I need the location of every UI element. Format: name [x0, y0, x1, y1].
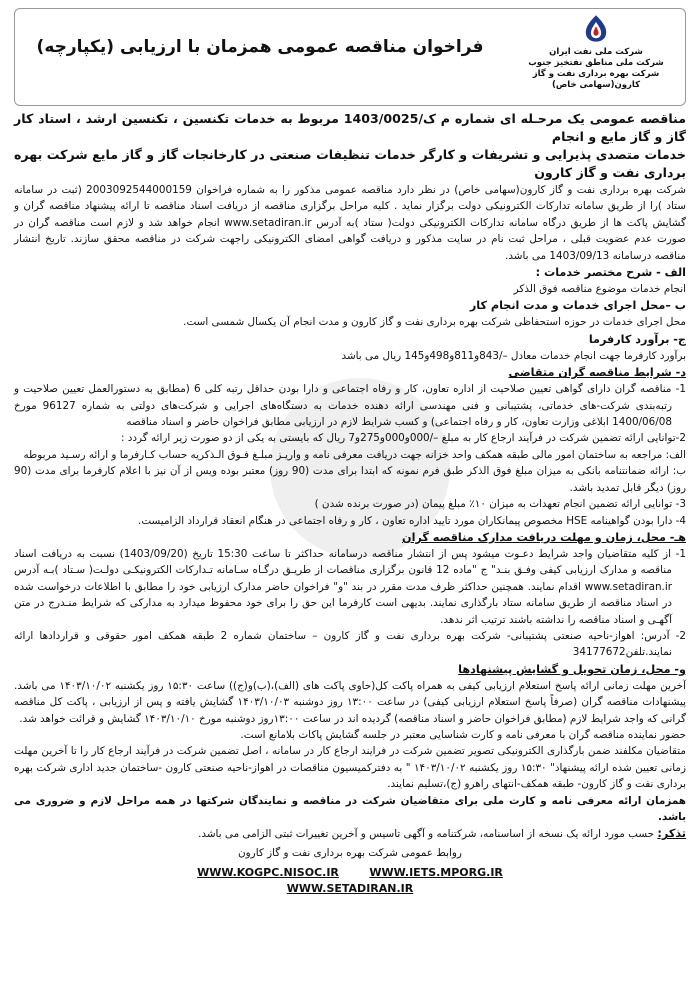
- note-text: حسب مورد ارائه یک نسخه از اساسنامه، شرکتنامه و آگهی تاسیس و آخرین تغییرات ثبتی الزامی می باشد.: [198, 828, 655, 841]
- footer-public-relations: روابط عمومی شرکت بهره برداری نفت و گاز کارون: [238, 846, 462, 859]
- section-alef-text: انجام خدمات موضوع مناقصه فوق الذکر: [513, 283, 686, 296]
- note: [14, 825, 686, 842]
- section-vav-title: و- محل، زمان تحویل و گشایش پیشنهادها: [458, 662, 686, 676]
- dal-item-2a: الف: مراجعه به ساختمان امور مالی طبقه همکف واحد خزانه جهت دریافت معرفی نامه و واریـز مبلـغ فـوق الـذکریه حساب کـارفرما و ارائه رسـید مربوطه: [23, 448, 686, 461]
- tender-title-line-1: مناقصه عمومی یک مرحـله ای شماره م ک/1403/0025 مربوط به خدمات تکنسین ، تکنسین ارشد ، استاد کار گاز و گاز مایع و انجام: [14, 111, 686, 144]
- section-he-title: هـ- محل، زمان و مهلت دریافت مدارک مناقصه گران: [402, 530, 686, 544]
- note-label: تذکر:: [657, 827, 686, 841]
- footer-link-iets[interactable]: WWW.IETS.MPORG.IR: [369, 865, 503, 879]
- vav-paragraph-2: حضور نماینده مناقصه گران با معرفی نامه و کارت شناسایی معتبر در جلسه گشایش پاکات بلامانع است.: [240, 728, 686, 741]
- section-be-title: ب –محل اجرای خدمات و مدت انجام کار: [469, 299, 686, 313]
- section-jim-text: برآورد کارفرما جهت انجام خدمات معادل –/843و811و498و145 ریال می باشد: [341, 349, 686, 362]
- section-jim-title: ج- برآورد کارفرما: [588, 332, 686, 346]
- nioc-logo-icon: [579, 13, 613, 43]
- vav-paragraph-3: متقاضیان مکلفند ضمن بارگذاری الکترونیکی تصویر تضمین شرکت در فرایند ارجاع کار در سامانه ، اصل تضمین شرکت در فرآیند ارجاع کار را تا آخرین مهلت زمانی تعیین شده ارائه پیشنهاد" ۱۵:۳۰ روز یکشنبه ۱۴۰۳/۱۰/۰۲ " به دفترکمیسیون مناقصات در اهواز-ناحیه صنعتی کارون -ساختمان جدید اداری شرکت بهره برداری نفت و گاز کارون- طبقه همکف-انتهای راهرو (ج)،تسلیم نمایند.: [14, 745, 686, 791]
- footer-links-row: [14, 861, 686, 881]
- header-box: [14, 8, 686, 106]
- section-be-text: محل اجرای خدمات در حوزه استحفاظی شرکت بهره برداری نفت و گاز کارون و مدت انجام آن یکسال شمسی است.: [183, 316, 686, 329]
- dal-item-3: 3- توانایی ارائه تضمین انجام تعهدات به میزان ۱۰٪ مبلغ پیمان (در صورت برنده شدن ): [314, 498, 686, 511]
- he-item-1: 1- از کلیه متقاضیان واجد شرایط دعـوت میشود پس از انتشار مناقصه درسامانه حداکثر تا ساعت 15:30 تاریخ (1403/09/20) نسبت به دریافت اسناد مناقصه و مدارک ارزیابی کیفی وفـق بنـد" ج "ماده 12 قانون برگزاری مناقصات از طریـق درگـاه سـامانه تـدارکات الکترونیکـی دولـت( سـتاد )بـه آدرس www.setadiran.ir اقدام نمایند. همچنین حداکثر ظرف مدت مقرر در بند "و" فراخوان حاضر مدارک ارزیابی خود را مطابق با اطلاعات درخواست شده در اسناد مناقصه از طریق سامانه ستاد بارگذاری نمایند. بدیهی است کارفرما این حق را برای خود محفوظ میدارد به مدارکی که شرایط منـدرج در متن آگهـی و اسناد مناقصه را نداشته باشند ترتیب اثر ندهد.: [14, 547, 687, 626]
- org-line-1: شرکت ملی نفت ایران: [549, 47, 643, 57]
- dal-item-2: 2-توانایی ارائه تضمین شرکت در فرآیند ارجاع کار به مبلغ –/000و000و275و7 ریال که بایستی به یکی از دو صورت زیر ارائه گردد :: [121, 432, 686, 445]
- vav-paragraph-4: همزمان ارائه معرفی نامه و کارت ملی برای متقاضیان شرکت در مناقصه و نمایندگان شرکتها در همه مراحل لازم و ضروری می باشد.: [14, 794, 686, 823]
- footer-link-setadiran[interactable]: WWW.SETADIRAN.IR: [286, 881, 414, 895]
- section-dal-title: د- شرایط مناقصه گران متقاضی: [508, 366, 686, 380]
- intro-paragraph: شرکت بهره برداری نفت و گاز کارون(سهامی خاص) در نظر دارد مناقصه عمومی مذکور را به شماره فراخوان 2003092544000159 (ثبت در سامانه ستاد )را از طریق سامانه تدارکات الکترونیکی دولت برگزار نماید . کلیه مراحل برگزاری مناقصه از دریافت اسناد مناقصه تا ارائه پیشنهاد مناقصه گران و گشایش پاکت ها از طریق درگاه سامانه تدارکات الکترونیکی دولت( ستاد )به آدرس www.setadiran.ir انجام خواهد شد و لازم است مناقصه گران در صورت عدم عضویت قبلی ، مراحل ثبت نام در سایت مذکور و دریافت گواهی امضای الکترونیکی راجهت شرکت در مناقصه محقق سازند. تاریخ انتشار مناقصه درسامانه 1403/09/13 می باشد.: [14, 184, 686, 262]
- dal-item-4: 4- دارا بودن گواهینامه HSE مخصوص پیمانکاران مورد تایید اداره تعاون ، کار و رفاه اجتماعی در هنگام انعقاد قرارداد الزامیست.: [138, 514, 686, 527]
- section-alef-title: الف - شرح مختصر خدمات :: [535, 266, 686, 280]
- vav-paragraph-1: آخرین مهلت زمانی ارائه پاسخ استعلام ارزیابی کیفی به همراه پاکت کل(حاوی پاکت های (الف)،(ب)و(ج)) ساعت ۱۵:۳۰ روز یکشنبه ۱۴۰۳/۱۰/۰۲ می باشد. پیشنهادات مناقصه گران (صرفاً پاسخ استعلام ارزیابی کیفی) در ساعت ۱۳:۰۰ روز دوشنبه ۱۴۰۳/۱۰/۰۳ گشایش یافته و پس از ارزیابی ، پاکت کل مناقصه گرانی که واجد شرایط لازم (مطابق فراخوان حاضر و اسناد مناقصه) گردیده اند در ساعت ۱۳:۰۰روز دوشنبه مورخ ۱۴۰۳/۱۰/۱۰ گشایش و قرائت خواهد شد.: [14, 679, 687, 725]
- dal-item-2b: ب: ارائه ضمانتنامه بانکی به میزان مبلغ فوق الذکر طبق فرم نمونه که ابتدا برای مدت (90 روز) معتبر بوده ویس از آن نیز با اعلام کارفرما برای مدت (90 روز) دیگر قابل تمدید باشد.: [14, 465, 687, 494]
- dal-item-1: 1- مناقصه گران دارای گواهی تعیین صلاحیت از اداره تعاون، کار و رفاه اجتماعی و دارا بودن حداقل رتبه کلی 6 (مطابق به دستورالعمل تعیین صلاحیت و رتبه‌بندی شرکت-های خدماتی، پشتیبانی و فنی مهندسی ارائه دهنده خدمات به دستگاه‌های اجرایی و شرکت‌های دولتی به شماره 96127 مورخ 1400/06/08 ابلاغی وزارت تعاون، کار و رفاه اجتماعی) و کسب شرایط لازم در ارزیابی مطابق فراخوان حاضر و اسناد مناقصه: [14, 383, 686, 429]
- tender-title-line-2: خدمات متصدی پذیرایی و تشریفات و کارگر خدمات تنظیفات صنعتی در کارخانجات گاز و گاز مایع شرکت بهره برداری نفت و گاز کارون: [14, 147, 686, 180]
- notice-page: [0, 8, 700, 1003]
- notice-body: [14, 110, 686, 843]
- company-logo-block: [521, 13, 671, 91]
- notice-title: فراخوان مناقصه عمومی همزمان با ارزیابی (یکپارچه): [36, 37, 484, 57]
- org-line-3: شرکت بهره برداری نفت و گاز کارون(سهامی خاص): [532, 69, 660, 90]
- he-item-2: 2- آدرس: اهواز-ناحیه صنعتی پشتیبانی- شرکت بهره برداری نفت و گاز کارون – ساختمان شماره 2 طبقه همکف امور حقوقی و قراردادها ارائه نمایند.تلفن34177672: [14, 629, 686, 659]
- footer: [14, 845, 686, 897]
- footer-link-kogpc[interactable]: WWW.KOGPC.NISOC.IR: [197, 865, 339, 879]
- org-line-2: شرکت ملی مناطق نفتخیز جنوب: [528, 58, 664, 68]
